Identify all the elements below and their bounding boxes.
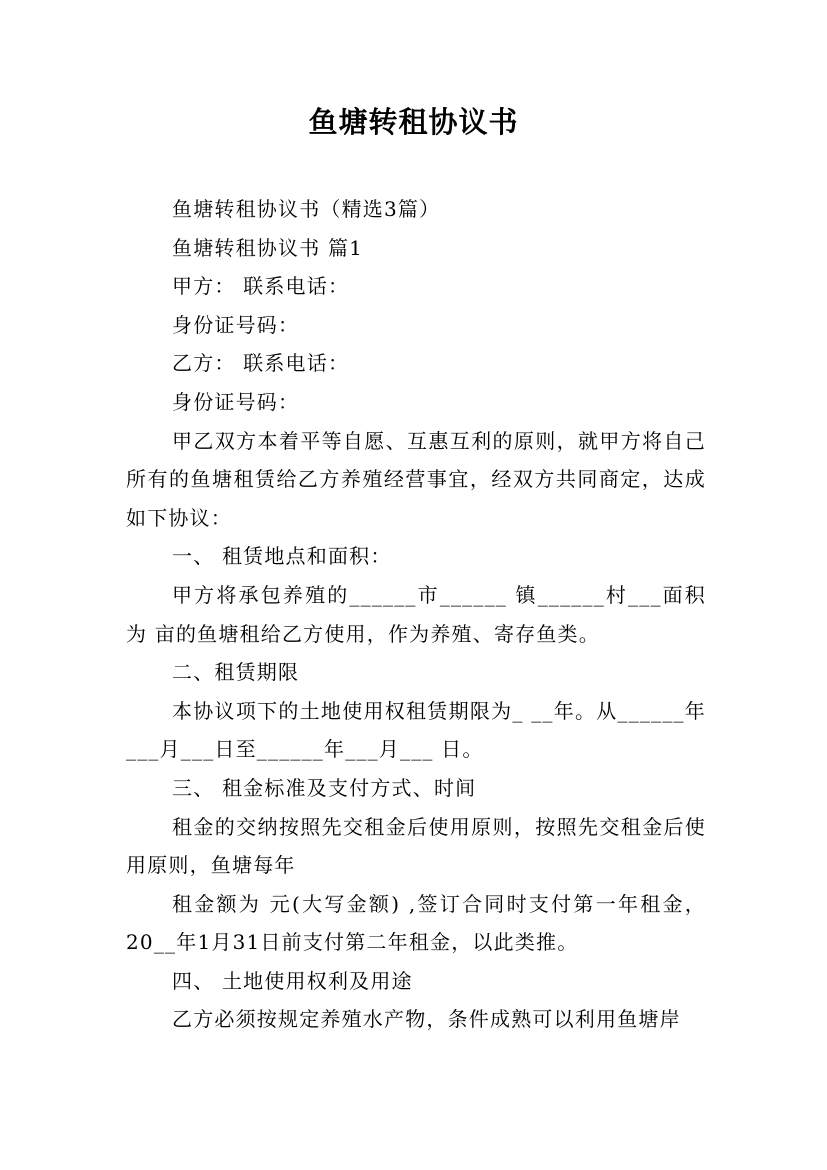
paragraph-party-a-id: 身份证号码：: [172, 312, 300, 337]
paragraph-section-heading: 鱼塘转租协议书 篇1: [172, 235, 364, 260]
paragraph-clause-3-body: 租金的交纳按照先交租金后使用原则，按照先交租金后使用原则，鱼塘每年: [126, 814, 706, 878]
paragraph-clause-3-rent: 租金额为 元(大写金额) ,签订合同时支付第一年租金，20__年1月31日前支付第二年租金，以此类推。: [126, 891, 706, 955]
paragraph-clause-1-heading: 一、 租赁地点和面积：: [172, 544, 392, 569]
paragraph-clause-3-heading: 三、 租金标准及支付方式、时间: [172, 775, 477, 800]
paragraph-clause-4-heading: 四、 土地使用权利及用途: [172, 968, 413, 993]
document-body: [126, 190, 706, 1039]
paragraph-subtitle: 鱼塘转租协议书（精选3篇）: [172, 197, 441, 221]
paragraph-clause-2-heading: 二、租赁期限: [172, 660, 300, 685]
paragraph-party-a: 甲方： 联系电话：: [172, 274, 350, 299]
paragraph-clause-1-body: 甲方将承包养殖的______市______ 镇______村___面积为 亩的鱼塘租给乙方使用，作为养殖、寄存鱼类。: [126, 582, 706, 646]
paragraph-party-b: 乙方： 联系电话：: [172, 351, 350, 376]
paragraph-preamble: 甲乙双方本着平等自愿、互惠互利的原则，就甲方将自己所有的鱼塘租赁给乙方养殖经营事宜，经双方共同商定，达成如下协议：: [126, 428, 706, 530]
paragraph-party-b-id: 身份证号码：: [172, 389, 300, 414]
paragraph-clause-2-body: 本协议项下的土地使用权租赁期限为_ __年。从______年___月___日至______年___月___ 日。: [126, 698, 706, 762]
document-title: 鱼塘转租协议书: [308, 105, 519, 139]
paragraph-clause-4-body: 乙方必须按规定养殖水产物，条件成熟可以利用鱼塘岸: [172, 1007, 681, 1032]
